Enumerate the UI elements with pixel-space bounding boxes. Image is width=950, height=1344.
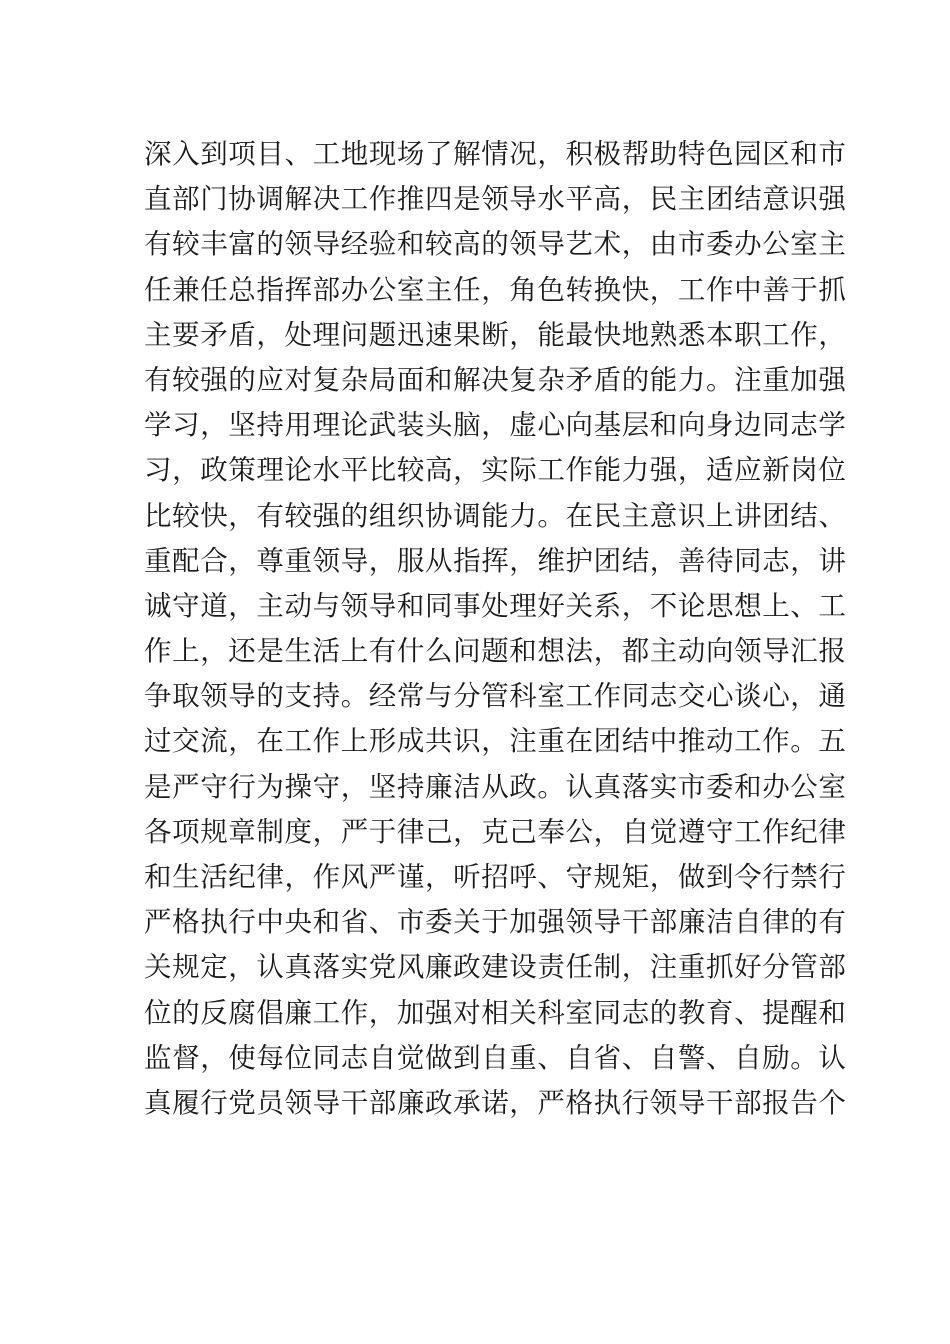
text-line: 各项规章制度，严于律己，克己奉公，自觉遵守工作纪律: [144, 815, 847, 848]
text-line: 习，政策理论水平比较高，实际工作能力强，适应新岗位: [144, 454, 847, 487]
text-line: 关规定，认真落实党风廉政建设责任制，注重抓好分管部: [144, 951, 847, 984]
text-line: 争取领导的支持。经常与分管科室工作同志交心谈心，通: [144, 680, 847, 713]
text-line: 直部门协调解决工作推四是领导水平高，民主团结意识强: [144, 183, 847, 216]
text-line: 过交流，在工作上形成共识，注重在团结中推动工作。五: [144, 725, 847, 758]
text-line: 任兼任总指挥部办公室主任，角色转换快，工作中善于抓: [144, 273, 847, 306]
text-line: 和生活纪律，作风严谨，听招呼、守规矩，做到令行禁行: [144, 861, 847, 893]
text-line: 真履行党员领导干部廉政承诺，严格执行领导干部报告个: [144, 1086, 847, 1119]
text-line: 重配合，尊重领导，服从指挥，维护团结，善待同志，讲: [144, 544, 847, 577]
text-line: 位的反腐倡廉工作，加强对相关科室同志的教育、提醒和: [144, 996, 847, 1029]
text-line: 比较快，有较强的组织协调能力。在民主意识上讲团结、: [144, 499, 847, 532]
text-line: 作上，还是生活上有什么问题和想法，都主动向领导汇报: [144, 635, 847, 668]
text-line: 是严守行为操守，坚持廉洁从政。认真落实市委和办公室: [144, 770, 847, 803]
body-text: [144, 132, 847, 1126]
text-line: 监督，使每位同志自觉做到自重、自省、自警、自励。认: [144, 1041, 847, 1074]
text-line: 诚守道，主动与领导和同事处理好关系，不论思想上、工: [144, 589, 847, 622]
text-line: 有较丰富的领导经验和较高的领导艺术，由市委办公室主: [144, 228, 847, 261]
text-line: 有较强的应对复杂局面和解决复杂矛盾的能力。注重加强: [144, 363, 847, 396]
text-line: 主要矛盾，处理问题迅速果断，能最快地熟悉本职工作，: [144, 318, 847, 351]
text-line: 严格执行中央和省、市委关于加强领导干部廉洁自律的有: [144, 906, 847, 939]
text-line: 深入到项目、工地现场了解情况，积极帮助特色园区和市: [144, 138, 847, 170]
text-line: 学习，坚持用理论武装头脑，虚心向基层和向身边同志学: [144, 409, 847, 442]
